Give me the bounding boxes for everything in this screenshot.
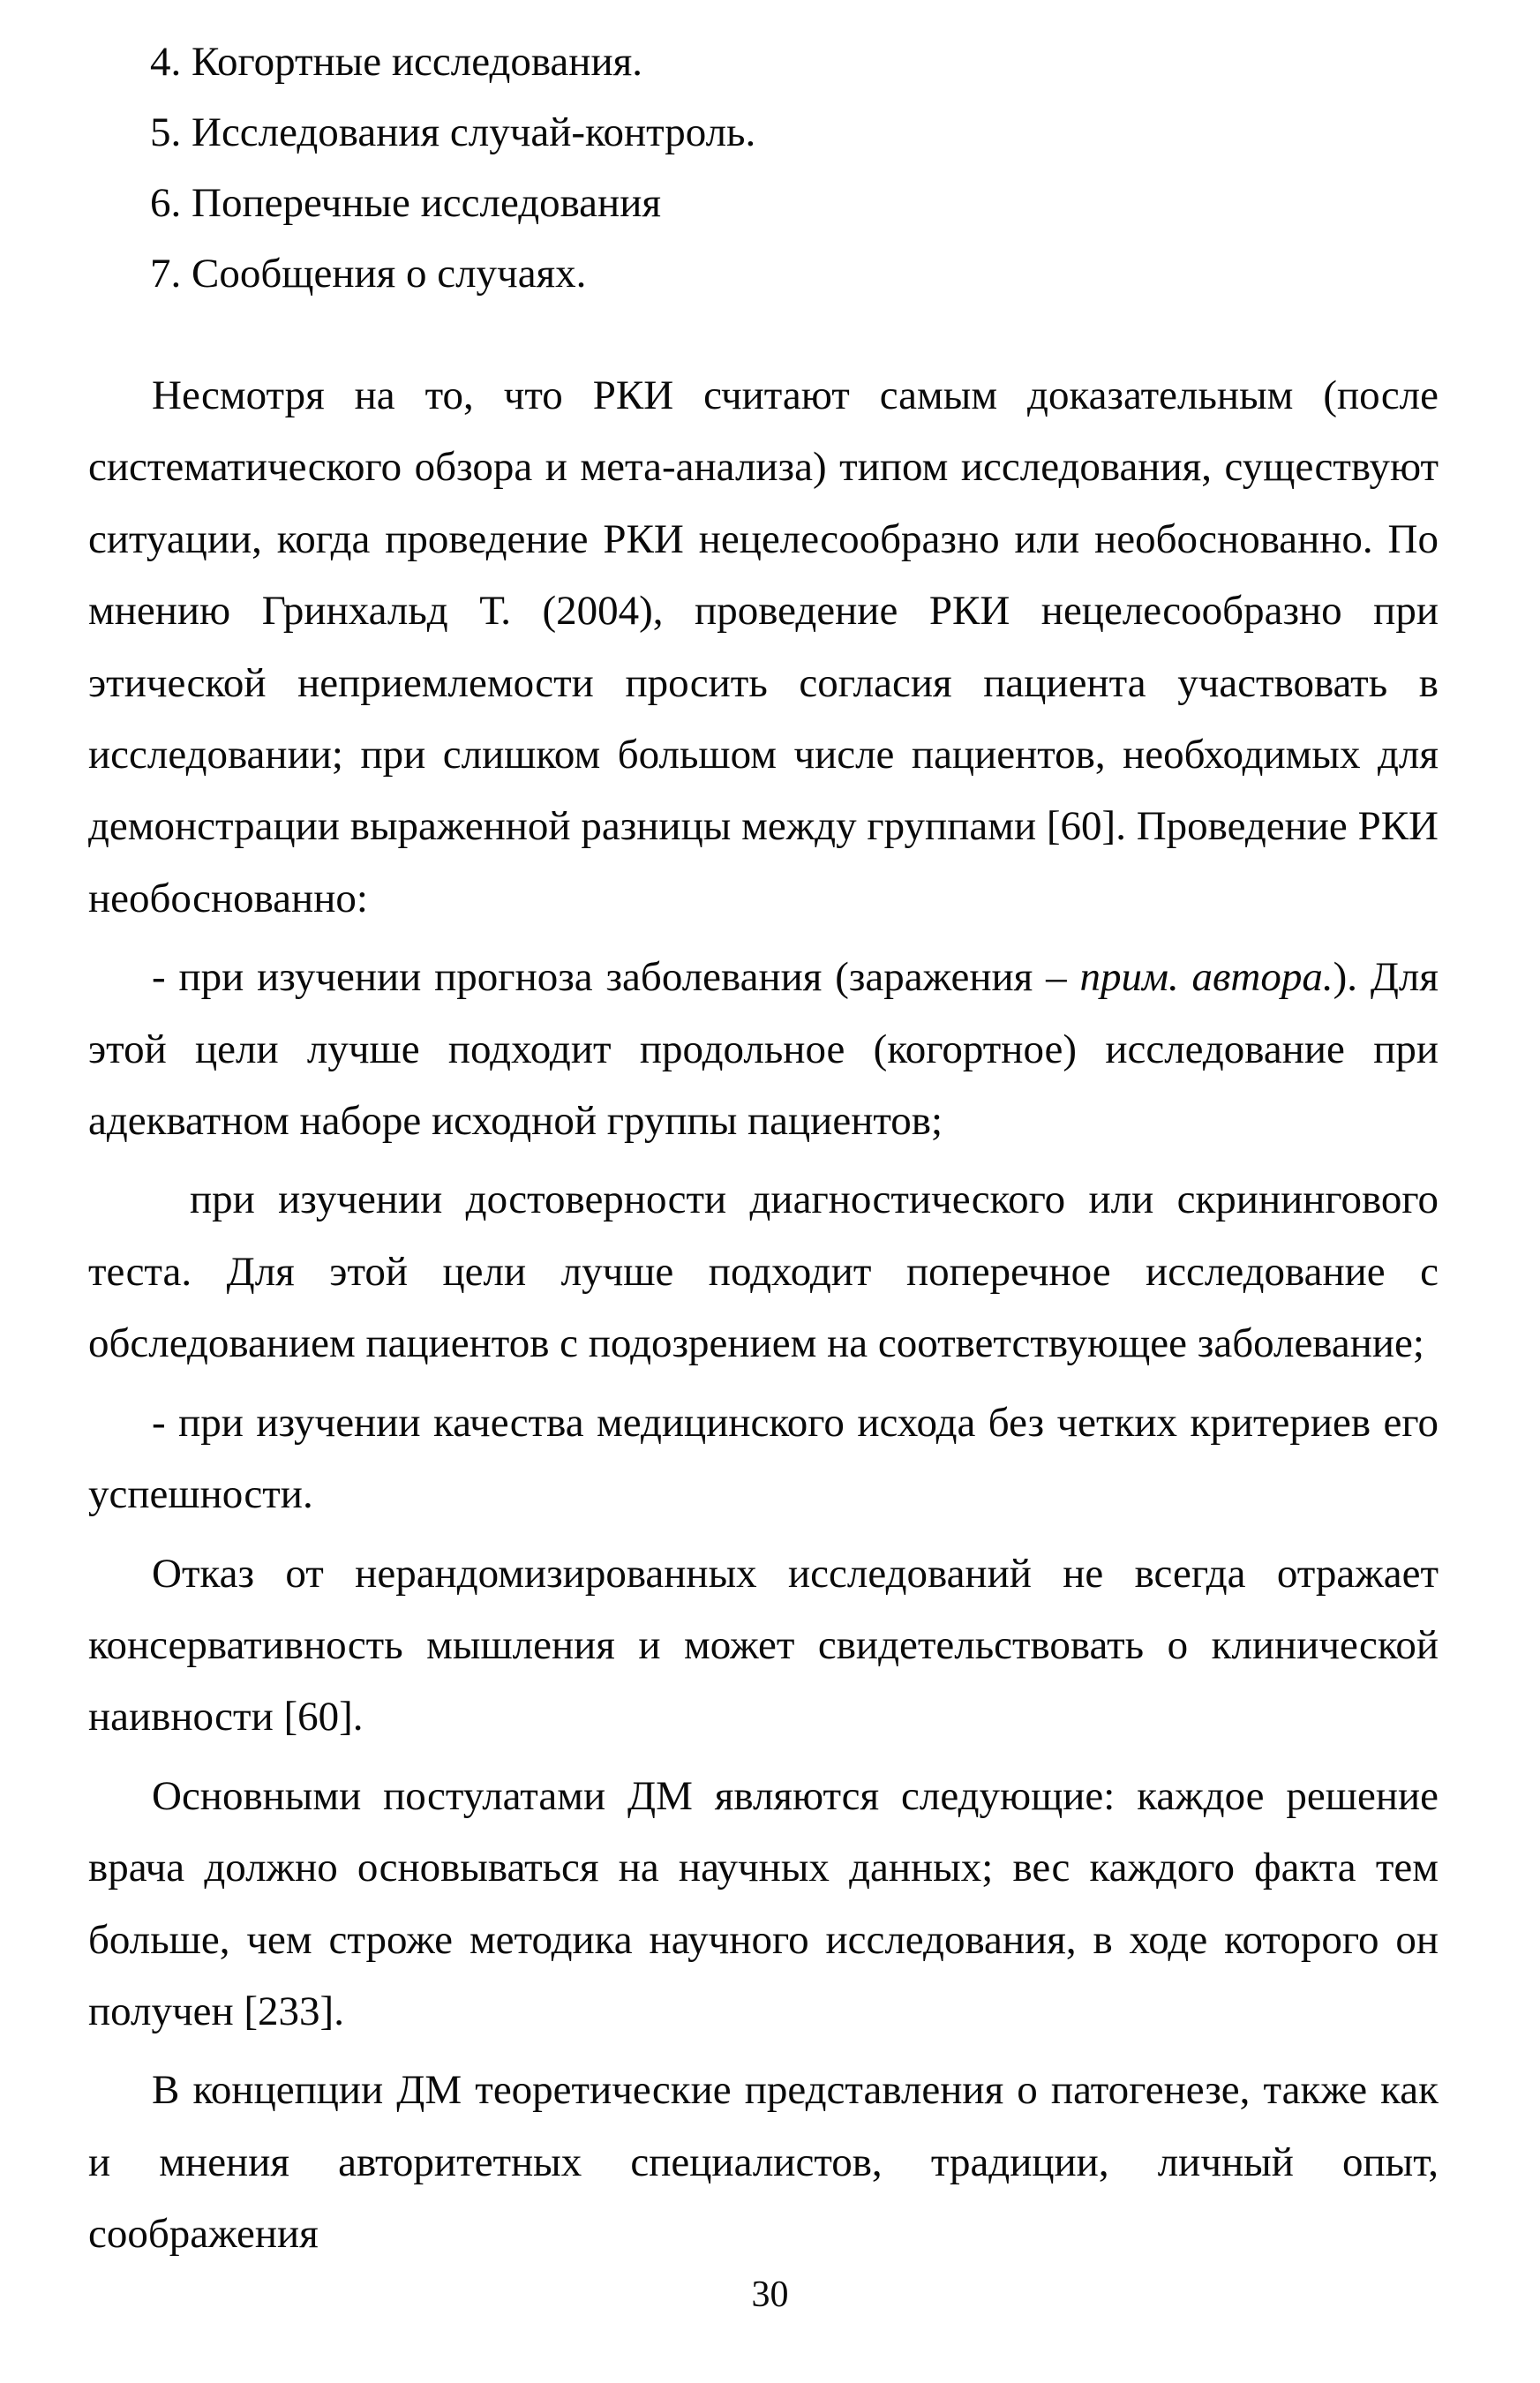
paragraph-text: - при изучении прогноза заболевания (заражения – (152, 954, 1080, 1001)
numbered-list (88, 26, 1439, 309)
author-note: прим. автора. (1079, 954, 1333, 1001)
page-number: 30 (751, 2274, 789, 2315)
paragraph-ebm-postulates: Основными постулатами ДМ являются следующие: каждое решение врача должно основываться на научных данных; вес каждого факта тем больше, чем строже методика научного исследования, в ходе которого он получен [233]. (88, 1772, 1439, 2034)
list-item: 4. Когортные исследования. (150, 39, 642, 85)
paragraph-non-randomized: Отказ от нерандомизированных исследований не всегда отражает консервативность мышления и может свидетельствовать о клинической наивности [60]. (88, 1550, 1439, 1740)
paragraph-text: ). Для этой цели лучше подходит продольное (когортное) исследование при адекватном наборе исходной группы пациентов; (88, 954, 1439, 1145)
paragraph-ebm-concept: В концепции ДМ теоретические представления о патогенезе, также как и мнения авторитетных специалистов, традиции, личный опыт, соображения (88, 2067, 1439, 2258)
document-page (88, 26, 1439, 2271)
list-item: 7. Сообщения о случаях. (150, 251, 587, 297)
list-item: 5. Исследования случай-контроль. (150, 109, 756, 155)
spacer (88, 309, 1439, 360)
paragraph-diagnostic-test: при изучении достоверности диагностического или скринингового теста. Для этой цели лучше подходит поперечное исследование с обследованием пациентов с подозрением на соответствующее заболевание; (88, 1176, 1439, 1367)
list-item: 6. Поперечные исследования (150, 180, 661, 226)
paragraph-outcome-quality: - при изучении качества медицинского исхода без четких критериев его успешности. (88, 1399, 1439, 1518)
paragraph-prognosis (88, 942, 1439, 1157)
paragraph-rct-limitations: Несмотря на то, что РКИ считают самым доказательным (после систематического обзора и мета-анализа) типом исследования, существуют ситуации, когда проведение РКИ нецелесообразно или необоснованно. По мнению Гринхальд Т. (2004), проведение РКИ нецелесообразно при этической неприемлемости просить согласия пациента участвовать в исследовании; при слишком большом числе пациентов, необходимых для демонстрации выраженной разницы между группами [60]. Проведение РКИ необоснованно: (88, 372, 1439, 921)
